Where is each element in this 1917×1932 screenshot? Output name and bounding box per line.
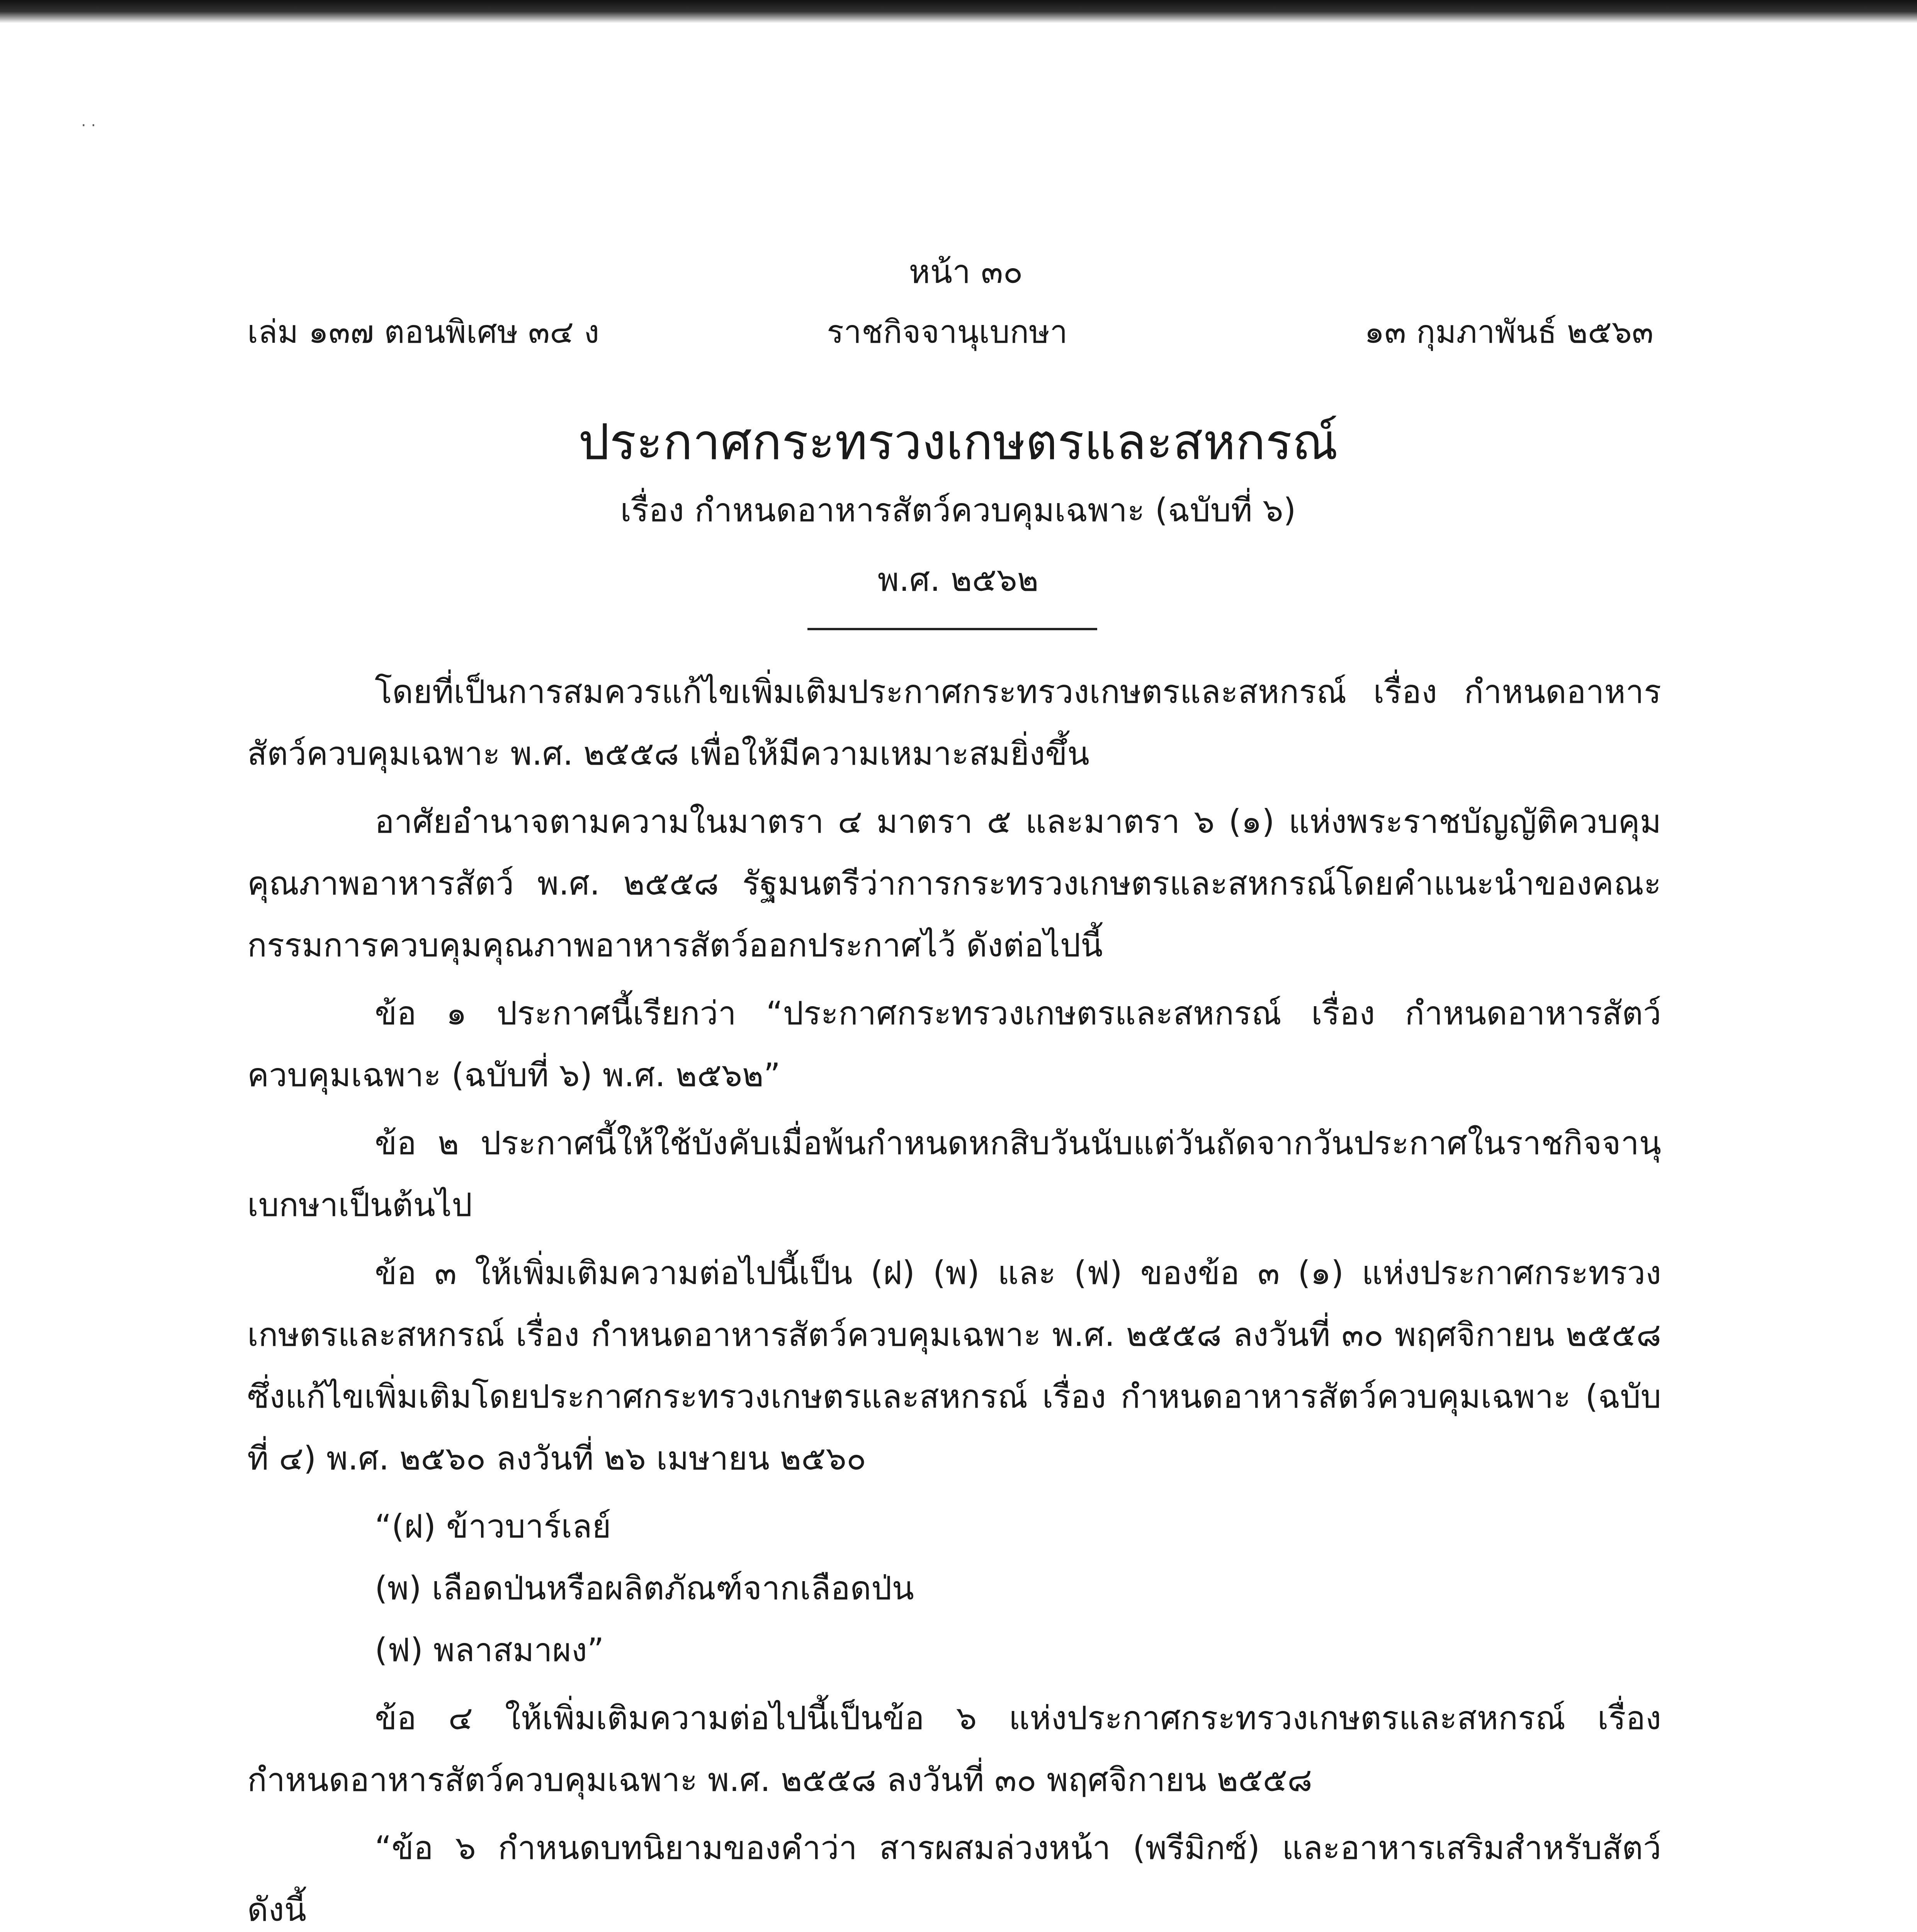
volume-issue: เล่ม ๑๓๗ ตอนพิเศษ ๓๔ ง [247, 314, 600, 350]
list-item-f: “(ฝ) ข้าวบาร์เลย์ [375, 1507, 611, 1545]
document-year: พ.ศ. ๒๕๖๒ [877, 561, 1039, 599]
scan-edge [0, 0, 1917, 23]
document-subtitle: เรื่อง กำหนดอาหารสัตว์ควบคุมเฉพาะ (ฉบับที่ ๖) [620, 491, 1296, 529]
document-title: ประกาศกระทรวงเกษตรและสหกรณ์ [578, 413, 1338, 471]
clause-6-definition: “ข้อ ๖ กำหนดบทนิยามของคำว่า สารผสมล่วงหน้า (พรีมิกซ์) และอาหารเสริมสำหรับสัตว์ดังนี้ [247, 1829, 1661, 1929]
title-divider [807, 628, 1097, 630]
document-body [247, 661, 1661, 1932]
clause-3: ข้อ ๓ ให้เพิ่มเติมความต่อไปนี้เป็น (ฝ) (พ) และ (ฟ) ของข้อ ๓ (๑) แห่งประกาศกระทรวงเกษตรและสหกรณ์ เรื่อง กำหนดอาหารสัตว์ควบคุมเฉพาะ พ.ศ. ๒๕๕๘ ลงวันที่ ๓๐ พฤศจิกายน ๒๕๕๘ ซึ่งแก้ไขเพิ่มเติมโดยประกาศกระทรวงเกษตรและสหกรณ์ เรื่อง กำหนดอาหารสัตว์ควบคุมเฉพาะ (ฉบับที่ ๔) พ.ศ. ๒๕๖๐ ลงวันที่ ๒๖ เมษายน ๒๕๖๐ [247, 1254, 1661, 1477]
page-number: หน้า ๓๐ [909, 253, 1023, 291]
gazette-header [247, 309, 1654, 355]
publication-name: ราชกิจจานุเบกษา [827, 314, 1068, 350]
preamble-paragraph: โดยที่เป็นการสมควรแก้ไขเพิ่มเติมประกาศกระทรวงเกษตรและสหกรณ์ เรื่อง กำหนดอาหารสัตว์ควบคุมเฉพาะ พ.ศ. ๒๕๕๘ เพื่อให้มีความเหมาะสมยิ่งขึ้น [247, 673, 1661, 772]
publication-date: ๑๓ กุมภาพันธ์ ๒๕๖๓ [1364, 314, 1654, 350]
scan-speck: · · [81, 117, 96, 134]
list-item-ff: (ฟ) พลาสมาผง” [375, 1631, 604, 1669]
authority-paragraph: อาศัยอำนาจตามความในมาตรา ๔ มาตรา ๕ และมาตรา ๖ (๑) แห่งพระราชบัญญัติควบคุมคุณภาพอาหารสัตว์ พ.ศ. ๒๕๕๘ รัฐมนตรีว่าการกระทรวงเกษตรและสหกรณ์โดยคำแนะนำของคณะกรรมการควบคุมคุณภาพอาหารสัตว์ออกประกาศไว้ ดังต่อไปนี้ [247, 803, 1661, 964]
list-item-p: (พ) เลือดป่นหรือผลิตภัณฑ์จากเลือดป่น [375, 1569, 914, 1607]
clause-1: ข้อ ๑ ประกาศนี้เรียกว่า “ประกาศกระทรวงเกษตรและสหกรณ์ เรื่อง กำหนดอาหารสัตว์ควบคุมเฉพาะ (ฉบับที่ ๖) พ.ศ. ๒๕๖๒” [247, 994, 1661, 1094]
clause-2: ข้อ ๒ ประกาศนี้ให้ใช้บังคับเมื่อพ้นกำหนดหกสิบวันนับแต่วันถัดจากวันประกาศในราชกิจจานุเบกษาเป็นต้นไป [247, 1124, 1661, 1224]
clause-4: ข้อ ๔ ให้เพิ่มเติมความต่อไปนี้เป็นข้อ ๖ แห่งประกาศกระทรวงเกษตรและสหกรณ์ เรื่อง กำหนดอาหารสัตว์ควบคุมเฉพาะ พ.ศ. ๒๕๕๘ ลงวันที่ ๓๐ พฤศจิกายน ๒๕๕๘ [247, 1699, 1661, 1799]
